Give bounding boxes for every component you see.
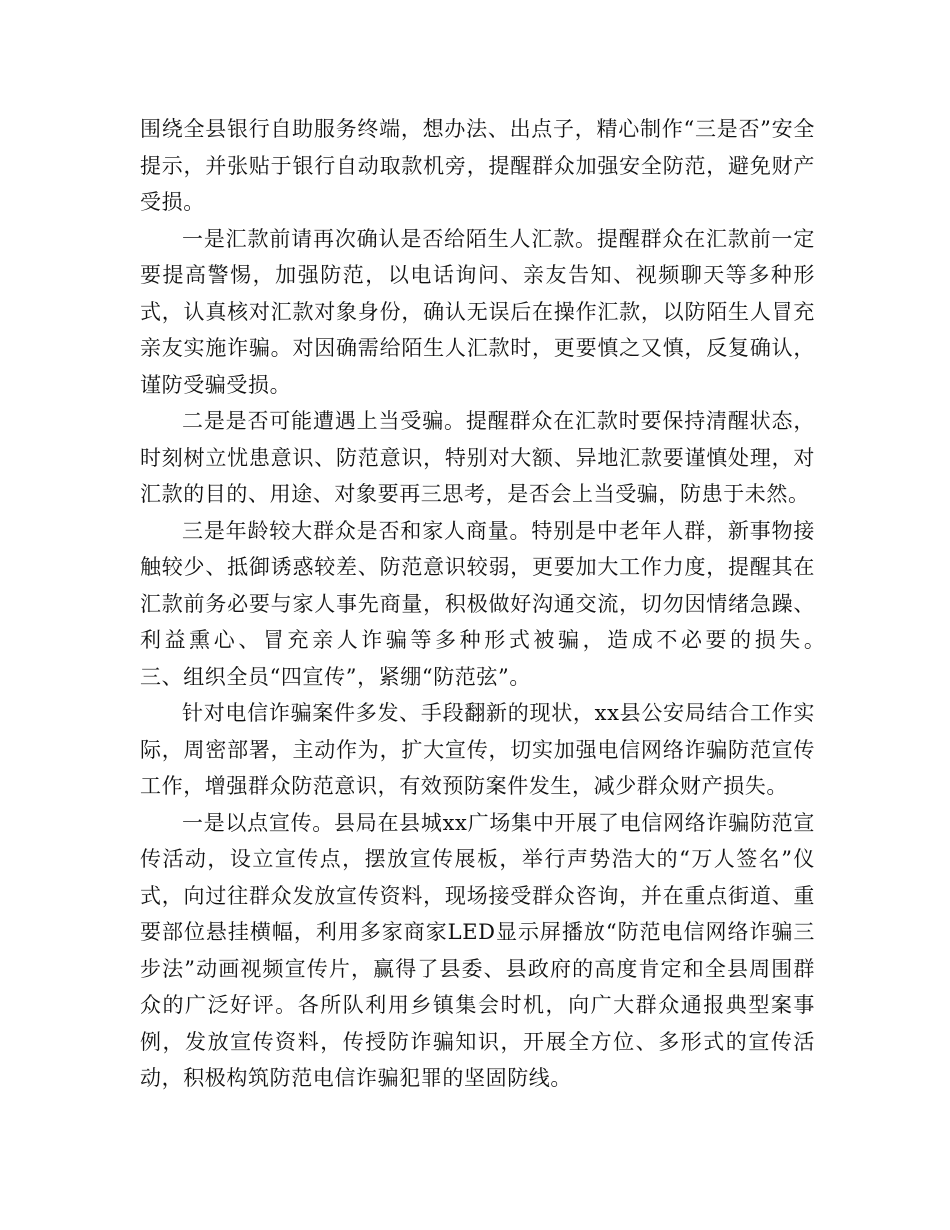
- paragraph-continuation: 围绕全县银行自助服务终端，想办法、出点子，精心制作“三是否”安全提示，并张贴于银行自动取款机旁，提醒群众加强安全防范，避免财产受损。: [140, 117, 815, 214]
- paragraph-telecom-fraud-intro: 针对电信诈骗案件多发、手段翻新的现状，xx县公安局结合工作实际，周密部署，主动作为，扩大宣传，切实加强电信网络诈骗防范宣传工作，增强群众防范意识，有效预防案件发生，减少群众财产损失。: [140, 701, 815, 798]
- document-body: [140, 111, 880, 1097]
- paragraph-point-publicity: 一是以点宣传。县局在县城xx广场集中开展了电信网络诈骗防范宣传活动，设立宣传点，摆放宣传展板，举行声势浩大的“万人签名”仪式，向过往群众发放宣传资料，现场接受群众咨询，并在重点街道、重要部位悬挂横幅，利用多家商家LED显示屏播放“防范电信网络诈骗三步法”动画视频宣传片，赢得了县委、县政府的高度肯定和全县周围群众的广泛好评。各所队利用乡镇集会时机，向广大群众通报典型案事例，发放宣传资料，传授防诈骗知识，开展全方位、多形式的宣传活动，积极构筑防范电信诈骗犯罪的坚固防线。: [140, 810, 815, 1090]
- paragraph-elderly-family: 三是年龄较大群众是否和家人商量。特别是中老年人群，新事物接触较少、抵御诱惑较差、防范意识较弱，更要加大工作力度，提醒其在汇款前务必要与家人事先商量，积极做好沟通交流，切勿因情绪急躁、利益熏心、冒充亲人诈骗等多种形式被骗，造成不必要的损失。 三、组织全员“四宣传”，紧绷“防范弦”。: [140, 518, 880, 689]
- paragraph-remittance-confirm: 一是汇款前请再次确认是否给陌生人汇款。提醒群众在汇款前一定要提高警惕，加强防范，以电话询问、亲友告知、视频聊天等多种形式，认真核对汇款对象身份，确认无误后在操作汇款，以防陌生人冒充亲友实施诈骗。对因确需给陌生人汇款时，更要慎之又慎，反复确认，谨防受骗受损。: [140, 226, 815, 397]
- paragraph-fraud-risk: 二是是否可能遭遇上当受骗。提醒群众在汇款时要保持清醒状态，时刻树立忧患意识、防范意识，特别对大额、异地汇款要谨慎处理，对汇款的目的、用途、对象要再三思考，是否会上当受骗，防患于未然。: [140, 409, 815, 506]
